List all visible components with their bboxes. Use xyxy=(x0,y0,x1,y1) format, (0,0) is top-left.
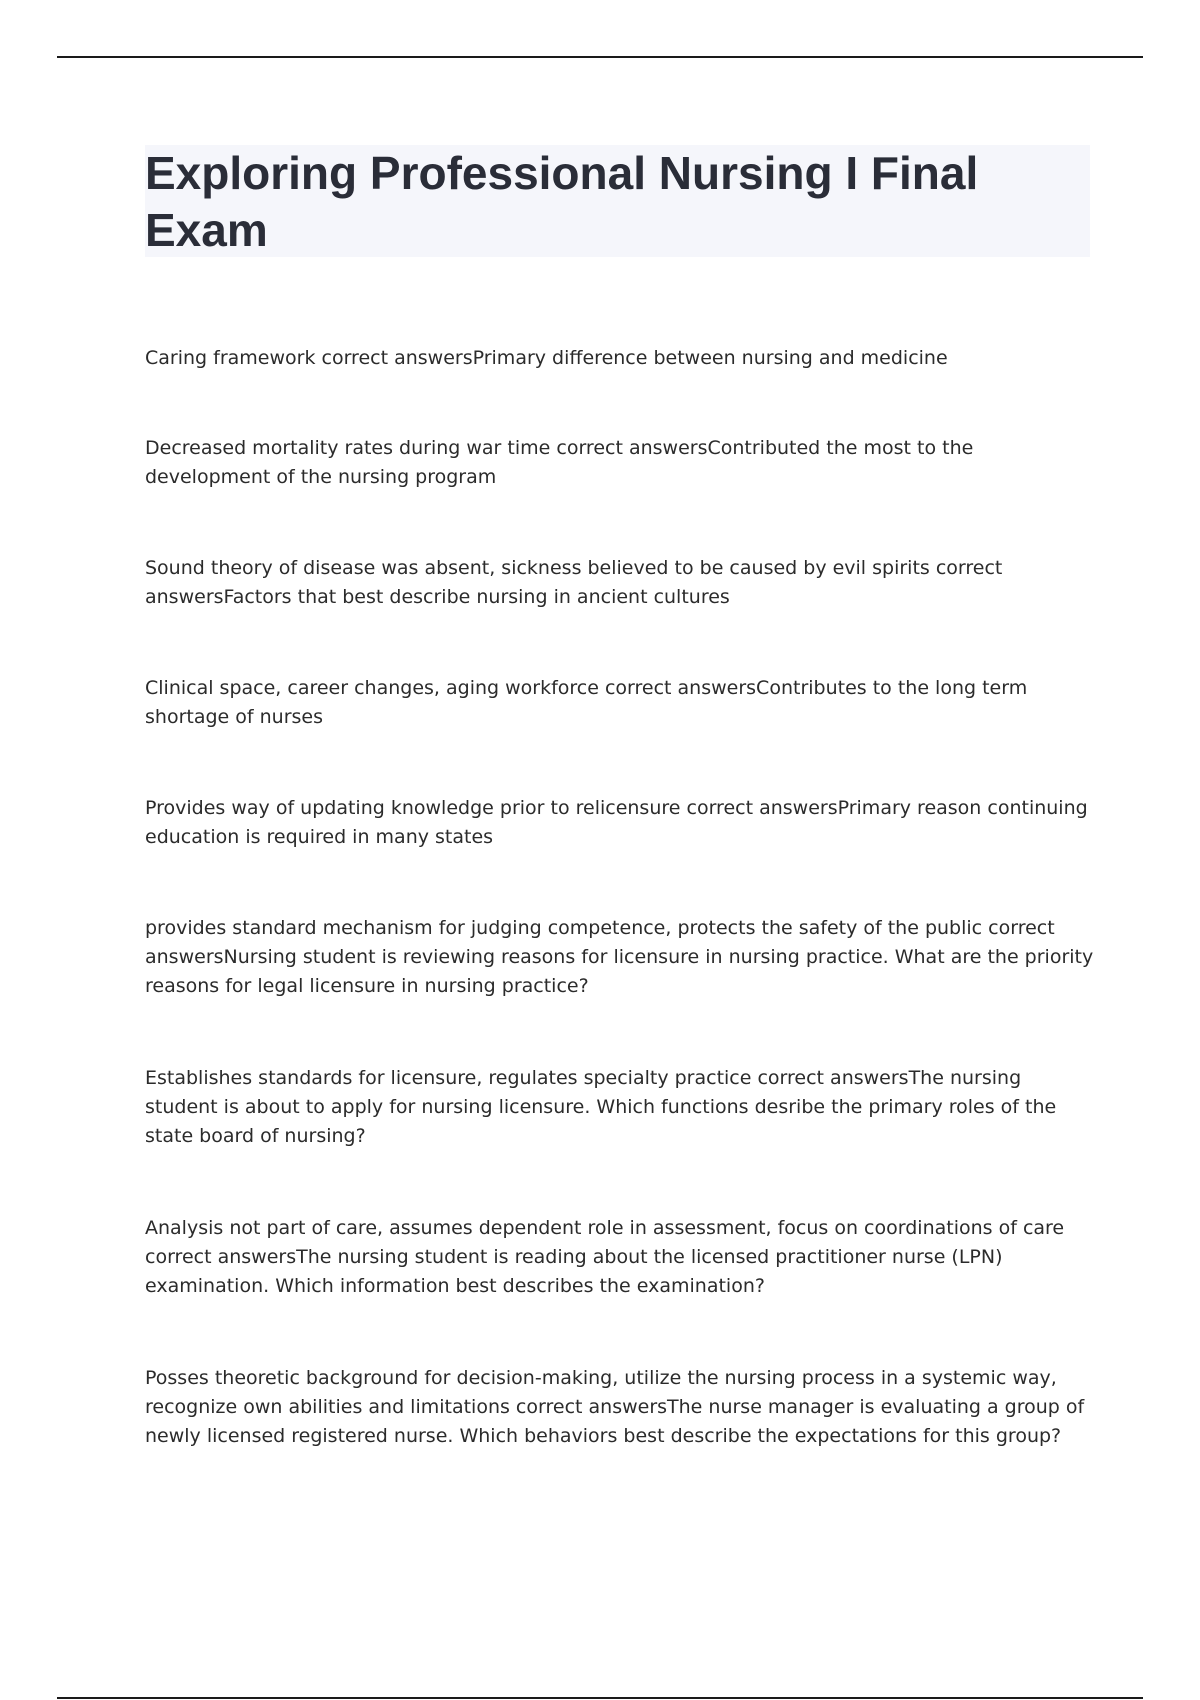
entry-7: Establishes standards for licensure, regulates specialty practice correct answersThe nursing student is about to apply for nursing licensure. Which functions desribe the primary roles of the state board of nursing? xyxy=(145,1067,1057,1147)
entries-list xyxy=(145,344,1095,1544)
entry-4: Clinical space, career changes, aging workforce correct answersContributes to the long term shortage of nurses xyxy=(145,677,1028,728)
entry-9: Posses theoretic background for decision-making, utilize the nursing process in a systemic way, recognize own abilities and limitations correct answersThe nurse manager is evaluating a group of newly licensed registered nurse. Which behaviors best describe the expectations for this group? xyxy=(145,1367,1085,1447)
entry-2: Decreased mortality rates during war time correct answersContributed the most to the development of the nursing program xyxy=(145,437,974,488)
entry-6: provides standard mechanism for judging competence, protects the safety of the public correct answersNursing student is reviewing reasons for licensure in nursing practice. What are the priority reasons for legal licensure in nursing practice? xyxy=(145,917,1094,997)
entry-5: Provides way of updating knowledge prior to relicensure correct answersPrimary reason continuing education is required in many states xyxy=(145,797,1088,848)
entry-3: Sound theory of disease was absent, sickness believed to be caused by evil spirits correct answersFactors that best describe nursing in ancient cultures xyxy=(145,557,1003,608)
title-box xyxy=(145,145,1090,257)
bottom-rule xyxy=(57,1697,1143,1699)
top-rule xyxy=(57,56,1143,58)
entry-8: Analysis not part of care, assumes dependent role in assessment, focus on coordinations of care correct answersThe nursing student is reading about the licensed practitioner nurse (LPN) examination. Which information best describes the examination? xyxy=(145,1217,1065,1297)
entry-1: Caring framework correct answersPrimary difference between nursing and medicine xyxy=(145,347,948,369)
page-title: Exploring Professional Nursing I Final Exam xyxy=(145,147,979,256)
